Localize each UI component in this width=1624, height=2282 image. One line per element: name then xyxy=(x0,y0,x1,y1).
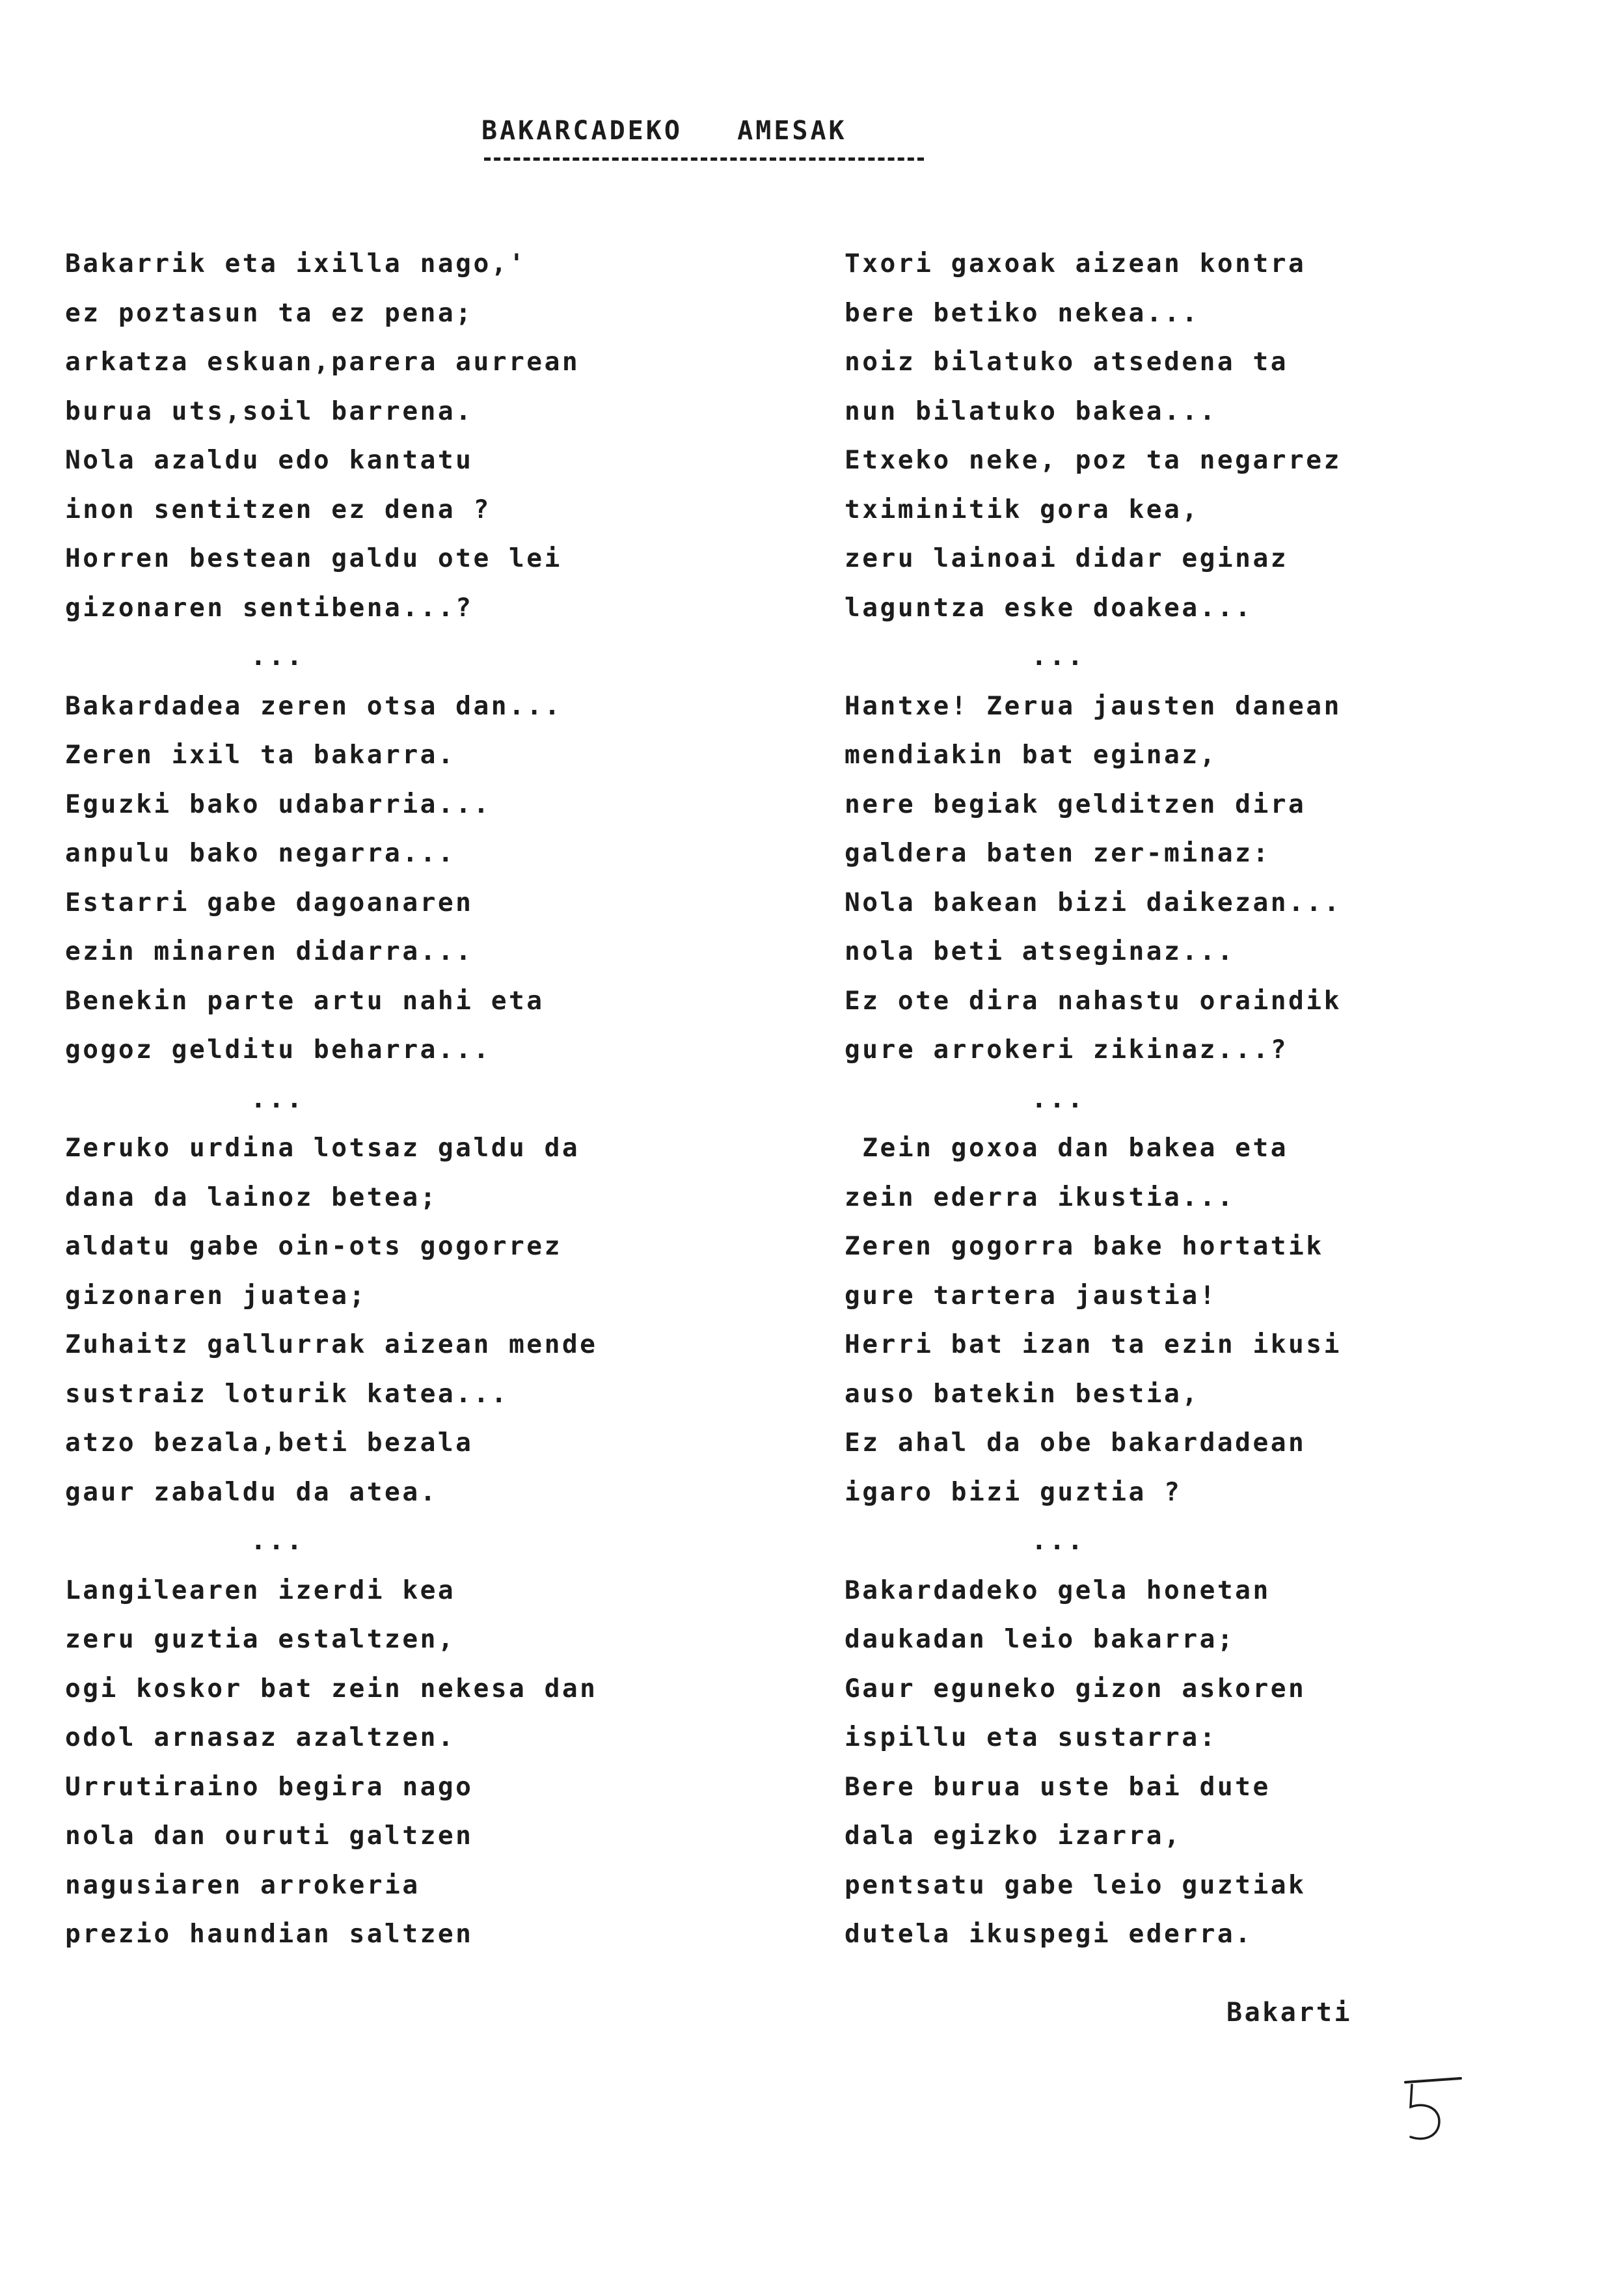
stanza-separator: ... xyxy=(1031,642,1086,672)
poem-line: gaur zabaldu da atea. xyxy=(65,1476,438,1507)
poem-line: laguntza eske doakea... xyxy=(845,592,1253,623)
poem-line: bere betiko nekea... xyxy=(845,297,1200,328)
poem-line: sustraiz loturik katea... xyxy=(65,1378,509,1409)
poem-line: inon sentitzen ez dena ? xyxy=(65,494,491,524)
poem-title: BAKARCADEKO AMESAK xyxy=(481,116,847,146)
poem-line: Gaur eguneko gizon askoren xyxy=(845,1673,1306,1704)
stanza-separator: ... xyxy=(1031,1526,1086,1556)
poem-line: daukadan leio bakarra; xyxy=(845,1624,1236,1654)
page-number-mark xyxy=(1399,2069,1470,2154)
poem-line: Bakardadea zeren otsa dan... xyxy=(65,690,562,721)
stanza-separator: ... xyxy=(250,1526,305,1556)
poem-line: aldatu gabe oin-ots gogorrez xyxy=(65,1231,562,1261)
poem-line: Benekin parte artu nahi eta xyxy=(65,985,545,1016)
stanza-separator: ... xyxy=(1031,1083,1086,1114)
poem-line: igaro bizi guztia ? xyxy=(845,1476,1182,1507)
poem-line: Zuhaitz gallurrak aizean mende xyxy=(65,1329,598,1359)
poem-line: zeru lainoai didar eginaz xyxy=(845,543,1289,573)
right-column xyxy=(845,239,1342,1959)
poem-line: Urrutiraino begira nago xyxy=(65,1771,474,1802)
poem-line: nola dan ouruti galtzen xyxy=(65,1821,474,1851)
poem-line: Eguzki bako udabarria... xyxy=(65,789,491,819)
poem-line: arkatza eskuan,parera aurrean xyxy=(65,347,580,377)
poem-line: nun bilatuko bakea... xyxy=(845,396,1217,426)
poem-line: Zeren ixil ta bakarra. xyxy=(65,740,456,770)
poem-line: auso batekin bestia, xyxy=(845,1378,1200,1409)
left-column xyxy=(65,239,597,1959)
poem-line: dutela ikuspegi ederra. xyxy=(845,1919,1253,1949)
poem-line: Langilearen izerdi kea xyxy=(65,1575,456,1605)
poem-line: galdera baten zer-minaz: xyxy=(845,838,1271,868)
poem-line: Ez ahal da obe bakardadean xyxy=(845,1428,1306,1458)
poem-line: burua uts,soil barrena. xyxy=(65,396,474,426)
poem-line: prezio haundian saltzen xyxy=(65,1919,474,1949)
poem-line: Hantxe! Zerua jausten danean xyxy=(845,690,1342,721)
poem-line: Nola bakean bizi daikezan... xyxy=(845,887,1342,917)
poem-line: ez poztasun ta ez pena; xyxy=(65,297,474,328)
poem-line: anpulu bako negarra... xyxy=(65,838,456,868)
poem-line: pentsatu gabe leio guztiak xyxy=(845,1869,1306,1900)
poem-line: atzo bezala,beti bezala xyxy=(65,1428,474,1458)
poem-line: ezin minaren didarra... xyxy=(65,936,474,966)
poem-line: Ez ote dira nahastu oraindik xyxy=(845,985,1342,1016)
poem-line: ogi koskor bat zein nekesa dan xyxy=(65,1673,598,1704)
poem-line: dana da lainoz betea; xyxy=(65,1182,438,1212)
poem-line: gure arrokeri zikinaz...? xyxy=(845,1035,1289,1065)
poem-line: gizonaren sentibena...? xyxy=(65,592,474,623)
poem-line: Estarri gabe dagoanaren xyxy=(65,887,474,917)
poem-line: Zeruko urdina lotsaz galdu da xyxy=(65,1133,580,1163)
title-underline xyxy=(484,157,924,161)
poem-line: mendiakin bat eginaz, xyxy=(845,740,1217,770)
poem-line: Zein goxoa dan bakea eta xyxy=(845,1133,1289,1163)
author-signature: Bakarti xyxy=(1226,1998,1353,2028)
poem-line: zein ederra ikustia... xyxy=(845,1182,1236,1212)
poem-line: Zeren gogorra bake hortatik xyxy=(845,1231,1324,1261)
poem-line: dala egizko izarra, xyxy=(845,1821,1182,1851)
poem-line: ispillu eta sustarra: xyxy=(845,1722,1217,1752)
stanza-separator: ... xyxy=(250,642,305,672)
poem-line: Horren bestean galdu ote lei xyxy=(65,543,562,573)
poem-line: tximinitik gora kea, xyxy=(845,494,1200,524)
poem-line: gizonaren juatea; xyxy=(65,1280,367,1311)
poem-line: Nola azaldu edo kantatu xyxy=(65,445,474,475)
poem-line: gogoz gelditu beharra... xyxy=(65,1035,491,1065)
poem-line: nere begiak gelditzen dira xyxy=(845,789,1306,819)
poem-line: odol arnasaz azaltzen. xyxy=(65,1722,456,1752)
poem-line: Bakardadeko gela honetan xyxy=(845,1575,1271,1605)
poem-line: Etxeko neke, poz ta negarrez xyxy=(845,445,1342,475)
poem-line: Txori gaxoak aizean kontra xyxy=(845,249,1306,278)
poem-line: nagusiaren arrokeria xyxy=(65,1869,420,1900)
poem-line: Bere burua uste bai dute xyxy=(845,1771,1271,1802)
stanza-separator: ... xyxy=(250,1083,305,1114)
poem-line: nola beti atseginaz... xyxy=(845,936,1236,966)
poem-line: noiz bilatuko atsedena ta xyxy=(845,347,1289,377)
poem-line: Bakarrik eta ixilla nago,' xyxy=(65,249,527,278)
poem-line: gure tartera jaustia! xyxy=(845,1280,1217,1311)
poem-line: Herri bat izan ta ezin ikusi xyxy=(845,1329,1342,1359)
poem-line: zeru guztia estaltzen, xyxy=(65,1624,456,1654)
